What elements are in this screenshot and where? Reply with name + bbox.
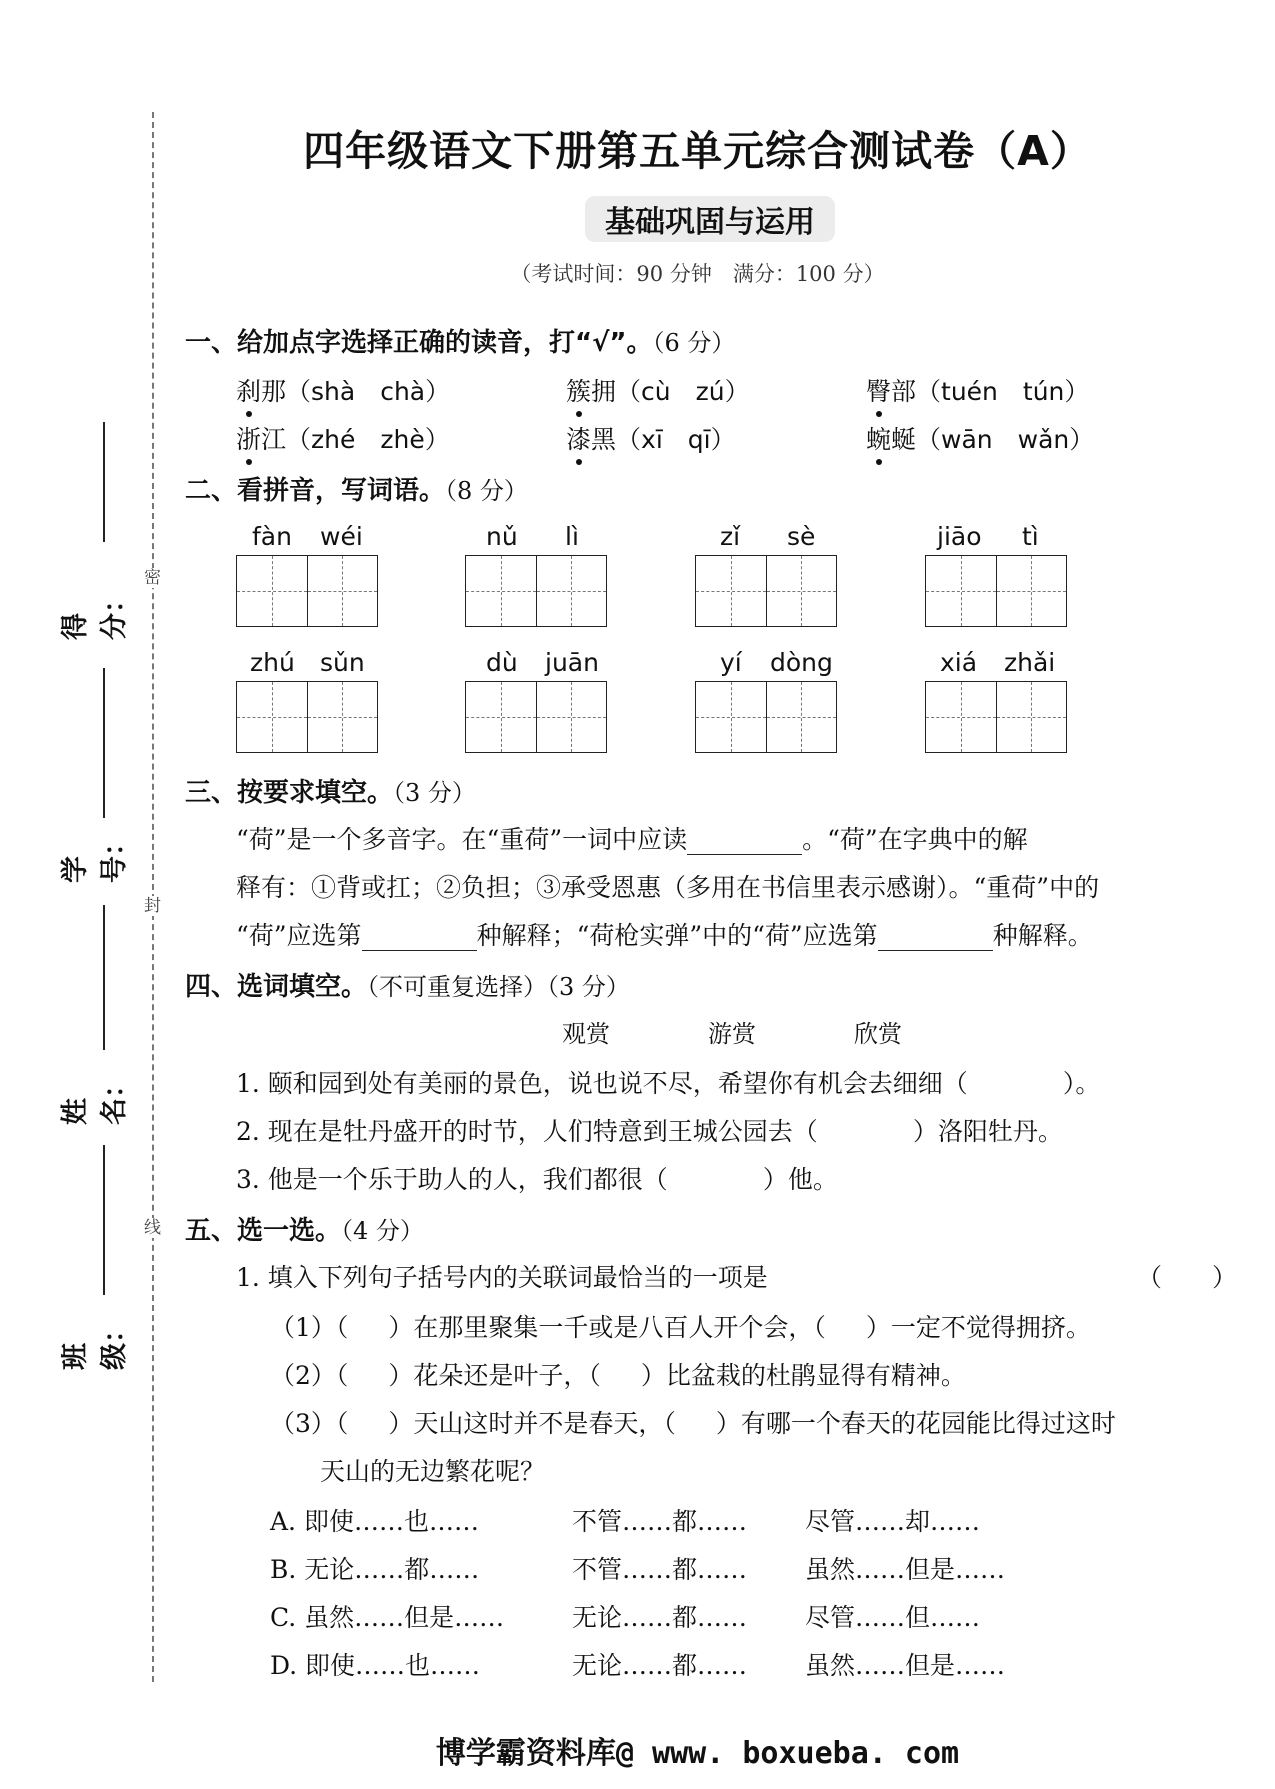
section1-points: （6 分） bbox=[652, 329, 736, 357]
section5-sentence3-cont: 天山的无边繁花呢？ bbox=[320, 1457, 546, 1486]
item-rest: 蜒 bbox=[891, 425, 917, 454]
section5-title: 五、选一选。 bbox=[185, 1216, 342, 1246]
option-b-col1[interactable]: B. 无论……都…… bbox=[270, 1555, 480, 1584]
section3-line2: 释有：①背或扛；②负担；③承受恩惠（多用在书信里表示感谢）。“重荷”中的 bbox=[236, 873, 1100, 902]
word-bank-item: 游赏 bbox=[708, 1020, 756, 1048]
text: 种解释；“荷枪实弹”中的“荷”应选第 bbox=[476, 921, 878, 950]
text: 。“荷”在字典中的解 bbox=[802, 825, 1028, 854]
pinyin: tì bbox=[1022, 522, 1039, 551]
section1-item bbox=[566, 372, 750, 408]
section1-heading bbox=[185, 322, 735, 359]
page-title: 四年级语文下册第五单元综合测试卷（A） bbox=[303, 127, 1092, 175]
answer-blank[interactable] bbox=[687, 825, 802, 855]
footer-watermark: 博学霸资料库@ www. boxueba. com bbox=[435, 1736, 960, 1771]
pinyin: lì bbox=[565, 522, 579, 551]
item-rest: 拥 bbox=[591, 377, 617, 406]
section5-sentence1 bbox=[270, 1308, 1091, 1344]
dotted-char: 臀 bbox=[866, 372, 891, 408]
text: ）他。 bbox=[762, 1165, 838, 1194]
score-label: 得分： bbox=[60, 586, 130, 640]
text: 1. 颐和园到处有美丽的景色，说也说不尽，希望你有机会去细细（ bbox=[236, 1069, 968, 1098]
item-rest: 江 bbox=[261, 425, 287, 454]
text: ）一定不觉得拥挤。 bbox=[865, 1313, 1091, 1342]
writing-grid[interactable] bbox=[465, 555, 607, 627]
student-no-line bbox=[103, 668, 105, 818]
writing-grid[interactable] bbox=[695, 555, 837, 627]
student-no-label: 学号： bbox=[60, 829, 130, 883]
writing-grid[interactable] bbox=[925, 555, 1067, 627]
dotted-char: 漆 bbox=[566, 420, 591, 456]
section4-q2 bbox=[236, 1112, 1063, 1148]
section5-sentence2 bbox=[270, 1356, 966, 1392]
section4-q1 bbox=[236, 1064, 1100, 1100]
class-line bbox=[103, 1145, 105, 1295]
writing-grid[interactable] bbox=[925, 681, 1067, 753]
pinyin: sǔn bbox=[320, 648, 365, 677]
word-bank-item: 欣赏 bbox=[854, 1020, 902, 1048]
writing-grid[interactable] bbox=[465, 681, 607, 753]
option-c-col2: 无论……都…… bbox=[572, 1603, 748, 1632]
option-b-col2: 不管……都…… bbox=[572, 1555, 748, 1584]
section1-item bbox=[236, 420, 450, 456]
answer-paren[interactable]: （ ） bbox=[1137, 1263, 1238, 1292]
text: 2. 现在是牡丹盛开的时节，人们特意到王城公园去（ bbox=[236, 1117, 818, 1146]
section3-line1 bbox=[236, 820, 1028, 856]
text: 种解释。 bbox=[992, 921, 1093, 950]
text: ）在那里聚集一千或是八百人开个会，（ bbox=[388, 1313, 826, 1342]
option-a-col3: 尽管……却…… bbox=[805, 1507, 981, 1536]
text: ）天山这时并不是春天，（ bbox=[388, 1409, 676, 1438]
writing-grid[interactable] bbox=[236, 681, 378, 753]
word-bank-item: 观赏 bbox=[562, 1020, 610, 1048]
section1-item bbox=[866, 420, 1094, 456]
text: ）有哪一个春天的花园能比得过这时 bbox=[715, 1409, 1116, 1438]
option-c-col1[interactable]: C. 虽然……但是…… bbox=[270, 1603, 505, 1632]
text: （3）（ bbox=[270, 1409, 349, 1438]
text: ）洛阳牡丹。 bbox=[912, 1117, 1063, 1146]
section4-q3 bbox=[236, 1160, 838, 1196]
binding-mark-mi: 密 bbox=[144, 568, 161, 588]
text: （2）（ bbox=[270, 1361, 349, 1390]
section5-heading bbox=[185, 1210, 424, 1247]
text: （1）（ bbox=[270, 1313, 349, 1342]
section3-heading bbox=[185, 772, 476, 809]
reading-options[interactable]: （zhé zhè） bbox=[286, 425, 450, 454]
exam-info: （考试时间：90 分钟 满分：100 分） bbox=[510, 262, 885, 286]
section5-q1: 1. 填入下列句子括号内的关联词最恰当的一项是 bbox=[236, 1263, 768, 1292]
reading-options[interactable]: （shà chà） bbox=[286, 377, 451, 406]
name-line bbox=[103, 905, 105, 1050]
reading-options[interactable]: （wān wǎn） bbox=[916, 425, 1095, 454]
dotted-char: 刹 bbox=[236, 372, 261, 408]
option-b-col3: 虽然……但是…… bbox=[805, 1555, 1006, 1584]
section1-item bbox=[236, 372, 450, 408]
option-d-col2: 无论……都…… bbox=[572, 1651, 748, 1680]
answer-blank[interactable] bbox=[878, 921, 993, 951]
binding-mark-feng: 封 bbox=[144, 896, 161, 916]
pinyin: jiāo bbox=[937, 522, 982, 551]
text: ）比盆栽的杜鹃显得有精神。 bbox=[640, 1361, 966, 1390]
text: “荷”是一个多音字。在“重荷”一词中应读 bbox=[236, 825, 688, 854]
score-line bbox=[103, 422, 105, 542]
option-a-col2: 不管……都…… bbox=[572, 1507, 748, 1536]
text: ）。 bbox=[1062, 1069, 1101, 1098]
section1-item bbox=[566, 420, 736, 456]
writing-grid[interactable] bbox=[236, 555, 378, 627]
answer-blank[interactable] bbox=[362, 921, 477, 951]
section1-title: 一、给加点字选择正确的读音，打“√”。 bbox=[185, 328, 653, 358]
section3-points: （3 分） bbox=[393, 779, 476, 807]
pinyin: juān bbox=[545, 648, 599, 677]
binding-mark-xian: 线 bbox=[144, 1218, 161, 1238]
pinyin: sè bbox=[787, 522, 816, 551]
section2-heading bbox=[185, 470, 528, 507]
dotted-char: 簇 bbox=[566, 372, 591, 408]
pinyin: zǐ bbox=[720, 522, 741, 551]
section5-points: （4 分） bbox=[341, 1217, 424, 1245]
option-c-col3: 尽管……但…… bbox=[805, 1603, 981, 1632]
text: “荷”应选第 bbox=[236, 921, 362, 950]
section4-title: 四、选词填空。 bbox=[185, 972, 368, 1002]
item-rest: 部 bbox=[891, 377, 917, 406]
pinyin: zhú bbox=[250, 648, 295, 677]
pinyin: nǔ bbox=[486, 522, 518, 551]
text: ）花朵还是叶子，（ bbox=[388, 1361, 601, 1390]
pinyin: dù bbox=[486, 648, 518, 677]
section5-sentence3 bbox=[270, 1404, 1116, 1440]
section3-line3 bbox=[236, 916, 1093, 952]
dotted-char: 蜿 bbox=[866, 420, 891, 456]
option-d-col1[interactable]: D. 即使……也…… bbox=[270, 1651, 481, 1680]
section3-title: 三、按要求填空。 bbox=[185, 778, 394, 808]
writing-grid[interactable] bbox=[695, 681, 837, 753]
option-a-col1[interactable]: A. 即使……也…… bbox=[270, 1507, 479, 1536]
pinyin: xiá bbox=[940, 648, 978, 677]
pinyin: fàn bbox=[252, 522, 292, 551]
subtitle-badge: 基础巩固与运用 bbox=[585, 196, 835, 242]
text: 3. 他是一个乐于助人的人，我们都很（ bbox=[236, 1165, 668, 1194]
option-d-col3: 虽然……但是…… bbox=[805, 1651, 1006, 1680]
reading-options[interactable]: （cù zú） bbox=[616, 377, 750, 406]
section2-title: 二、看拼音，写词语。 bbox=[185, 476, 446, 506]
reading-options[interactable]: （tuén tún） bbox=[916, 377, 1090, 406]
pinyin: dòng bbox=[770, 648, 833, 677]
name-label: 姓名： bbox=[60, 1071, 130, 1125]
item-rest: 那 bbox=[261, 377, 287, 406]
section4-note: （不可重复选择）（3 分） bbox=[367, 973, 630, 1001]
pinyin: wéi bbox=[320, 522, 363, 551]
dotted-char: 浙 bbox=[236, 420, 261, 456]
section4-heading bbox=[185, 966, 630, 1003]
item-rest: 黑 bbox=[591, 425, 617, 454]
pinyin: yí bbox=[720, 648, 742, 677]
section2-points: （8 分） bbox=[445, 477, 528, 505]
class-label: 班级： bbox=[60, 1316, 130, 1370]
pinyin: zhǎi bbox=[1004, 648, 1056, 677]
section1-item bbox=[866, 372, 1089, 408]
reading-options[interactable]: （xī qī） bbox=[616, 425, 736, 454]
